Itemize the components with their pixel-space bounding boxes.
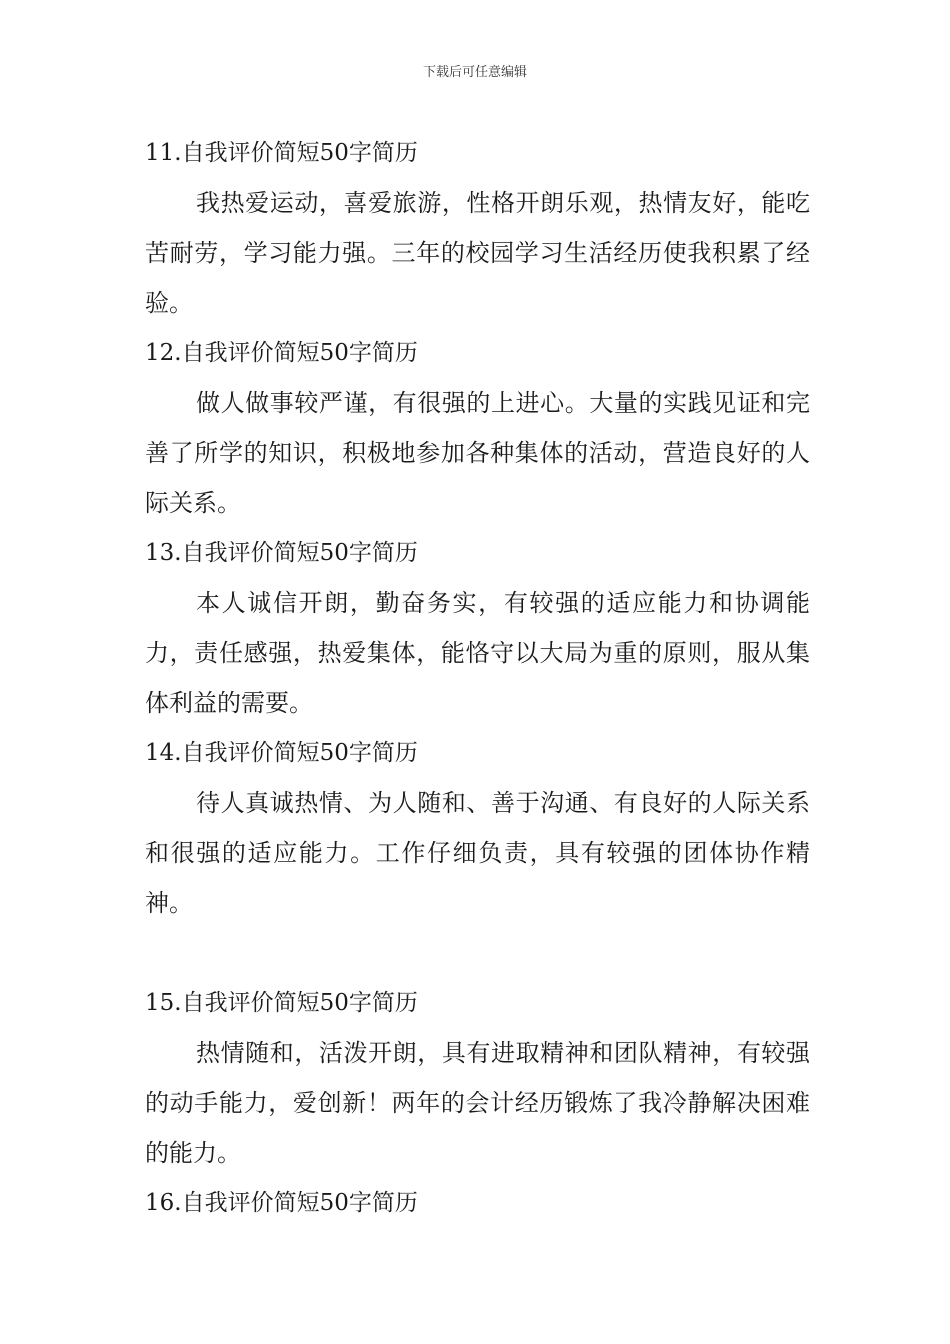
section-12	[145, 328, 810, 528]
section-paragraph: 做人做事较严谨，有很强的上进心。大量的实践见证和完善了所学的知识，积极地参加各种集体的活动，营造良好的人际关系。	[145, 389, 810, 517]
section-title: 11.自我评价简短50字简历	[145, 140, 418, 166]
document-body	[145, 128, 810, 1228]
section-title: 15.自我评价简短50字简历	[145, 990, 418, 1016]
section-title: 16.自我评价简短50字简历	[145, 1190, 418, 1216]
page-header: 下载后可任意编辑	[422, 65, 527, 80]
section-title: 12.自我评价简短50字简历	[145, 340, 418, 366]
section-paragraph: 待人真诚热情、为人随和、善于沟通、有良好的人际关系和很强的适应能力。工作仔细负责，具有较强的团体协作精神。	[145, 789, 810, 917]
section-paragraph: 我热爱运动，喜爱旅游，性格开朗乐观，热情友好，能吃苦耐劳，学习能力强。三年的校园学习生活经历使我积累了经验。	[145, 189, 810, 317]
section-11	[145, 128, 810, 328]
section-paragraph: 本人诚信开朗，勤奋务实，有较强的适应能力和协调能力，责任感强，热爱集体，能恪守以大局为重的原则，服从集体利益的需要。	[145, 589, 810, 717]
section-13	[145, 528, 810, 728]
section-title: 13.自我评价简短50字简历	[145, 540, 418, 566]
section-14	[145, 728, 810, 928]
section-title: 14.自我评价简短50字简历	[145, 740, 418, 766]
section-16	[145, 1178, 810, 1228]
blank-line	[145, 928, 810, 978]
section-paragraph: 热情随和，活泼开朗，具有进取精神和团队精神，有较强的动手能力，爱创新！两年的会计经历锻炼了我冷静解决困难的能力。	[145, 1039, 810, 1167]
section-15	[145, 978, 810, 1178]
